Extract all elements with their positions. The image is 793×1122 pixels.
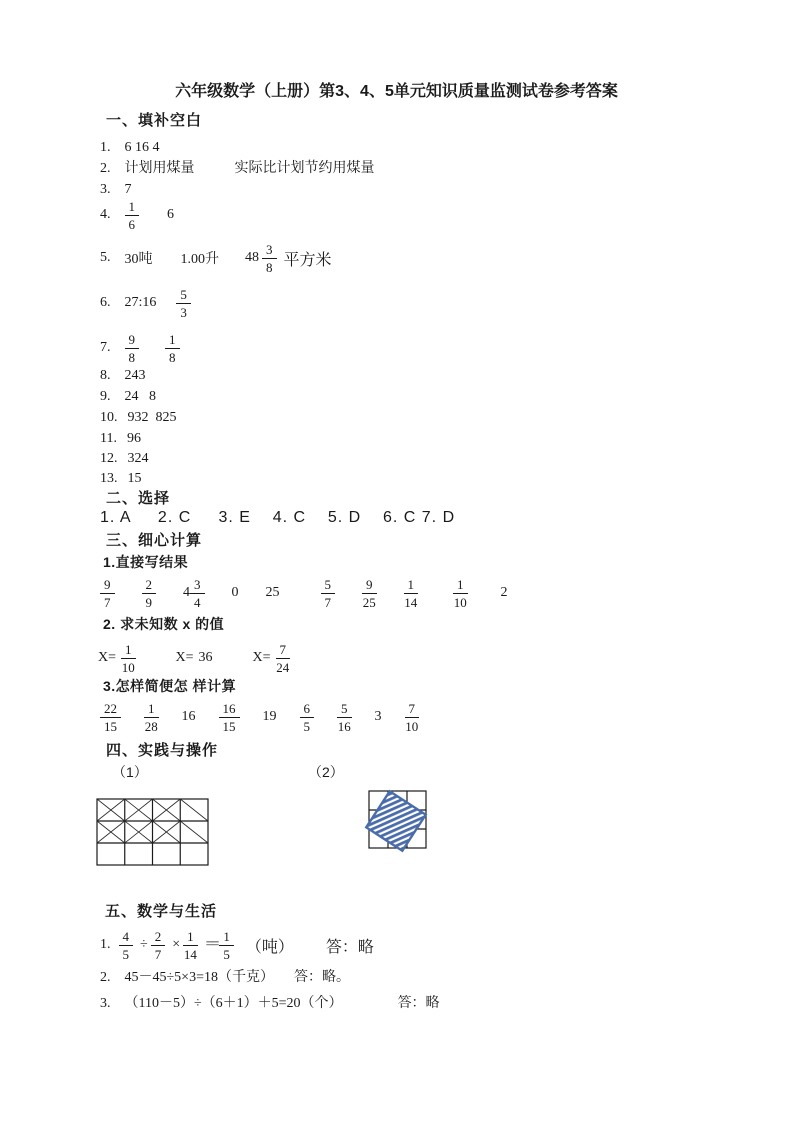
section-heading-practice: 四、实践与操作 bbox=[106, 742, 219, 759]
multiply-operator: × bbox=[172, 937, 181, 952]
item-value: 30吨 bbox=[124, 252, 153, 267]
expression: （110－5）÷（6＋1）＋5=20（个） bbox=[124, 996, 343, 1011]
section-heading-choice: 二、选择 bbox=[106, 490, 171, 507]
divide-operator: ÷ bbox=[140, 937, 148, 952]
answer-text: 答：略 bbox=[397, 994, 440, 1010]
fill-item-7 bbox=[100, 330, 180, 366]
fill-item-11 bbox=[100, 427, 141, 449]
calc-row1 bbox=[100, 575, 508, 611]
integer-value: 2 bbox=[500, 585, 508, 600]
calc-sub2: 2. 求未知数 x 的值 bbox=[103, 616, 225, 632]
fraction: $\frac{7}{10}$ bbox=[405, 700, 419, 734]
integer-value: 3 bbox=[374, 709, 382, 724]
fraction: $\frac{5}{16}$ bbox=[337, 700, 351, 734]
mixed-number: 4 $\frac{3}{4}$ bbox=[183, 578, 205, 609]
item-value: 96 bbox=[126, 431, 141, 446]
item-text: 实际比计划节约用煤量 bbox=[234, 159, 375, 175]
fraction: $\frac{4}{5}$ bbox=[119, 930, 134, 961]
fill-item-5 bbox=[100, 240, 332, 276]
x-solution: X= 36 bbox=[175, 650, 213, 665]
item-value: 7 bbox=[124, 182, 132, 197]
integer-value: 0 bbox=[231, 585, 239, 600]
fraction: $\frac{22}{15}$ bbox=[100, 702, 121, 733]
figure1-grid-diagram bbox=[96, 798, 212, 868]
fraction: $\frac{1}{14}$ bbox=[183, 928, 197, 962]
item-value: 932 825 bbox=[127, 410, 177, 425]
calc-xrow bbox=[98, 640, 290, 676]
item-label: 3. bbox=[100, 996, 111, 1011]
item-unit: 平方米 bbox=[283, 251, 332, 269]
fraction: $\frac{6}{5}$ bbox=[300, 702, 315, 733]
x-solution: X= $\frac{7}{24}$ bbox=[252, 641, 290, 675]
rotated-striped-square bbox=[366, 791, 425, 850]
fill-item-2 bbox=[100, 157, 375, 179]
item-value: 24 8 bbox=[124, 389, 156, 404]
fraction: $\frac{1}{5}$ bbox=[219, 930, 234, 961]
fill-item-8 bbox=[100, 364, 146, 386]
choice-answers: 1. A 2. C 3. E 4. C 5. D 6. C 7. D bbox=[100, 509, 456, 526]
item-label: 10. bbox=[100, 410, 118, 425]
section-heading-fill: 一、填补空白 bbox=[106, 112, 203, 129]
fill-item-4 bbox=[100, 197, 174, 233]
fill-item-1 bbox=[100, 136, 160, 158]
figure2-rotated-square-diagram bbox=[346, 772, 446, 864]
fraction: $\frac{9}{7}$ bbox=[100, 578, 115, 609]
item-value: 15 bbox=[127, 471, 142, 486]
fraction: $\frac{1}{10}$ bbox=[453, 576, 467, 610]
fill-item-10 bbox=[100, 406, 177, 428]
item-value: 6 16 4 bbox=[124, 140, 160, 155]
fraction: $\frac{9}{25}$ bbox=[362, 576, 376, 610]
calc-sub3: 3.怎样简便怎 样计算 bbox=[103, 678, 237, 694]
fraction: $\frac{1}{28}$ bbox=[144, 700, 158, 734]
fraction: $\frac{5}{3}$ bbox=[176, 288, 191, 319]
fraction: $\frac{2}{7}$ bbox=[151, 930, 166, 961]
fraction: $\frac{5}{7}$ bbox=[321, 578, 336, 609]
fraction: $\frac{1}{14}$ bbox=[404, 576, 418, 610]
item-label: 1. bbox=[100, 140, 111, 155]
item-value: 243 bbox=[124, 368, 146, 383]
item-value: 6 bbox=[167, 207, 174, 222]
life-line-3 bbox=[100, 992, 440, 1014]
item-label: 2. bbox=[100, 970, 111, 985]
integer-value: 19 bbox=[262, 709, 277, 724]
expression: 45－45÷5×3=18（千克） bbox=[124, 970, 274, 985]
mixed-whole: 48 bbox=[245, 250, 259, 265]
item-label: 12. bbox=[100, 451, 118, 466]
fraction: $\frac{3}{8}$ bbox=[262, 243, 277, 274]
fraction: $\frac{1}{6}$ bbox=[125, 200, 140, 231]
fill-item-6 bbox=[100, 285, 191, 321]
item-label: 9. bbox=[100, 389, 111, 404]
fill-item-9 bbox=[100, 385, 156, 407]
integer-value: 16 bbox=[181, 709, 196, 724]
section-heading-calc: 三、细心计算 bbox=[106, 532, 203, 549]
item-label: 3. bbox=[100, 182, 111, 197]
fill-item-12 bbox=[100, 447, 149, 469]
item-label: 7. bbox=[100, 340, 111, 355]
fraction: $\frac{16}{15}$ bbox=[219, 702, 240, 733]
item-label: 1. bbox=[100, 937, 111, 952]
item-label: 5. bbox=[100, 250, 111, 265]
answer-text: 答：略 bbox=[325, 938, 374, 956]
fraction: $\frac{1}{8}$ bbox=[165, 333, 180, 364]
life-line-1 bbox=[100, 927, 374, 963]
item-label: 4. bbox=[100, 207, 111, 222]
unit-text: （吨） bbox=[245, 938, 294, 956]
fill-item-13 bbox=[100, 467, 142, 489]
section-heading-life: 五、数学与生活 bbox=[105, 903, 218, 920]
item-label: 11. bbox=[100, 431, 117, 446]
item-label: 13. bbox=[100, 471, 118, 486]
answer-text: 答：略。 bbox=[293, 968, 350, 984]
fraction: $\frac{2}{9}$ bbox=[142, 578, 157, 609]
figure1-label: （1） bbox=[112, 764, 148, 780]
ratio-value: 27:16 bbox=[124, 295, 157, 310]
equals-sign: == bbox=[205, 937, 218, 952]
item-label: 6. bbox=[100, 295, 111, 310]
calc-row2 bbox=[100, 699, 419, 735]
x-solution: X= $\frac{1}{10}$ bbox=[98, 641, 135, 675]
fraction: $\frac{9}{8}$ bbox=[125, 333, 140, 364]
item-value: 324 bbox=[127, 451, 149, 466]
figure2-label: （2） bbox=[308, 764, 344, 780]
page-title: 六年级数学（上册）第3、4、5单元知识质量监测试卷参考答案 bbox=[175, 83, 618, 100]
calc-sub1: 1.直接写结果 bbox=[103, 554, 189, 570]
item-value: 1.00升 bbox=[180, 252, 219, 267]
life-line-2 bbox=[100, 966, 350, 988]
item-text: 计划用煤量 bbox=[124, 159, 195, 175]
item-label: 2. bbox=[100, 161, 111, 176]
integer-value: 25 bbox=[265, 585, 280, 600]
item-label: 8. bbox=[100, 368, 111, 383]
